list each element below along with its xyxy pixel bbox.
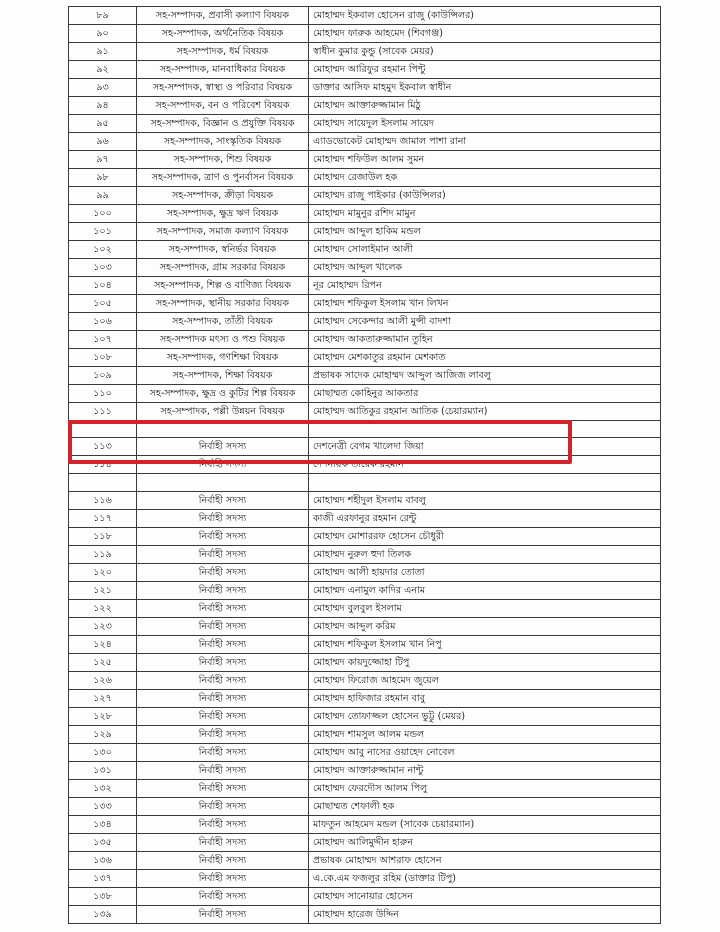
table-row [69,599,661,617]
post-cell: সহ-সম্পাদক, তাঁতী বিষয়ক [137,313,309,331]
name-cell: মোহাম্মদ আক্তারুজ্জামান মিঠু [309,97,661,115]
name-cell: মোহাম্মদ এনামুল কাদির এনাম [309,581,661,599]
serial-cell: ৯৭ [69,151,137,169]
serial-cell: ১১৯ [69,545,137,563]
name-cell: মোছাম্মত শেফালী হক [309,797,661,815]
serial-cell: ৯২ [69,61,137,79]
name-cell: মোহাম্মদ আব্দুল খালেক [309,259,661,277]
table-row [69,905,661,923]
table-row [69,403,661,421]
name-cell: মোহাম্মদ শফিকুল ইসলাম খান লিখন [309,295,661,313]
table-row [69,25,661,43]
name-cell: মোহাম্মদ ফারুক আহমেদ (শিবগঞ্জ) [309,25,661,43]
post-cell: নির্বাহী সদস্য [137,563,309,581]
serial-cell: ১২০ [69,563,137,581]
post-cell: নির্বাহী সদস্য [137,761,309,779]
post-cell: নির্বাহী সদস্য [137,851,309,869]
table-row [69,545,661,563]
post-cell: সহ-সম্পাদক, ক্ষুদ্র ঋণ বিষয়ক [137,205,309,223]
table-row [69,491,661,509]
serial-cell: ৯৩ [69,79,137,97]
table-row [69,438,661,456]
serial-cell: ৯১ [69,43,137,61]
post-cell: নির্বাহী সদস্য [137,653,309,671]
name-cell: মোছাম্মত কোহিনুর আকতার [309,385,661,403]
name-cell: স্বাধীন কুমার কুন্ডু (সাবেক মেয়র) [309,43,661,61]
table-row [69,527,661,545]
name-cell: মোহাম্মদ শফিকুল ইসলাম খান নিপু [309,635,661,653]
name-cell: মোহাম্মদ শামসুল আলম মন্ডল [309,725,661,743]
serial-cell: ১২৬ [69,671,137,689]
name-cell: মোহাম্মদ আক্তারুজ্জামান নান্টু [309,761,661,779]
name-cell: মোহাম্মদ শফিউল আলম সুমন [309,151,661,169]
serial-cell: ১২৭ [69,689,137,707]
post-cell [137,421,309,438]
name-cell: মাফতুন আহমেদ মন্ডল (সাবেক চেয়ারম্যান) [309,815,661,833]
table-row [69,797,661,815]
name-cell: মোহাম্মদ আবু নাসের ওয়াহেদ নোবেল [309,743,661,761]
post-cell [137,474,309,491]
table-row [69,97,661,115]
table-row [69,563,661,581]
name-cell: মোহাম্মদ সোলাইমান আলী [309,241,661,259]
post-cell: সহ-সম্পাদক, গণশিক্ষা বিষয়ক [137,349,309,367]
serial-cell: ১২১ [69,581,137,599]
table-row [69,869,661,887]
post-cell: নির্বাহী সদস্য [137,635,309,653]
name-cell: মোহাম্মদ বুলবুল ইসলাম [309,599,661,617]
post-cell: নির্বাহী সদস্য [137,689,309,707]
name-cell: মোহাম্মদ সায়েদুল ইসলাম সায়েদ [309,115,661,133]
serial-cell: ১২২ [69,599,137,617]
post-cell: সহ-সম্পাদক, গ্রাম সরকার বিষয়ক [137,259,309,277]
name-cell: মোহাম্মদ আব্দুল করিম [309,617,661,635]
post-cell: নির্বাহী সদস্য [137,797,309,815]
serial-cell: ১২৮ [69,707,137,725]
name-cell: মোহাম্মদ ফেরদৌস আলম পিলু [309,779,661,797]
name-cell: মোহাম্মদ আব্দুল হাকিম মন্ডল [309,223,661,241]
name-cell: মোহাম্মদ আকতারুজ্জামান তুহিন [309,331,661,349]
table-row [69,169,661,187]
name-cell: মোহাম্মদ হারেজ উদ্দিন [309,905,661,923]
name-cell: মোহাম্মদ নুরুল হুদা তিলক [309,545,661,563]
serial-cell: ১১১ [69,403,137,421]
post-cell: সহ-সম্পাদক, ধর্ম বিষয়ক [137,43,309,61]
post-cell: নির্বাহী সদস্য [137,905,309,923]
name-cell: মোহাম্মদ মোশাররফ হোসেন চৌধুরী [309,527,661,545]
serial-cell: ১৩৫ [69,833,137,851]
post-cell: সহ-সম্পাদক, ত্রাণ ও পুনর্বাসন বিষয়ক [137,169,309,187]
table-row [69,241,661,259]
serial-cell: ৯৯ [69,187,137,205]
post-cell: নির্বাহী সদস্য [137,671,309,689]
table-row [69,349,661,367]
member-table-body [69,7,661,924]
name-cell [309,421,661,438]
table-row [69,779,661,797]
name-cell: মোহাম্মদ রেজাউল হক [309,169,661,187]
post-cell: নির্বাহী সদস্য [137,725,309,743]
member-table [68,6,661,924]
post-cell: সহ-সম্পাদক, ক্রীড়া বিষয়ক [137,187,309,205]
post-cell: সহ-সম্পাদক, স্বনির্ভর বিষয়ক [137,241,309,259]
post-cell: নির্বাহী সদস্য [137,707,309,725]
post-cell: নির্বাহী সদস্য [137,887,309,905]
name-cell: দেশনেত্রী বেগম খালেদা জিয়া [309,438,661,456]
table-row [69,509,661,527]
name-cell: মোহাম্মদ সেকেন্দার আলী মুন্সী বাদশা [309,313,661,331]
table-row [69,385,661,403]
serial-cell: ১৩৪ [69,815,137,833]
post-cell: নির্বাহী সদস্য [137,491,309,509]
serial-cell: ১০১ [69,223,137,241]
serial-cell: ১০৬ [69,313,137,331]
serial-cell [69,421,137,438]
table-row [69,581,661,599]
name-cell: মোহাম্মদ রাজু পাইকার (কাউন্সিলর) [309,187,661,205]
serial-cell: ১০০ [69,205,137,223]
serial-cell: ১২৩ [69,617,137,635]
serial-cell: ১০৩ [69,259,137,277]
name-cell: প্রভাষক মোহাম্মদ আশরাফ হোসেন [309,851,661,869]
serial-cell: ১১৬ [69,491,137,509]
serial-cell: ১৩৯ [69,905,137,923]
table-row [69,617,661,635]
table-row [69,689,661,707]
serial-cell: ৯০ [69,25,137,43]
table-row [69,61,661,79]
serial-cell: ১৩৩ [69,797,137,815]
serial-cell: ১৩০ [69,743,137,761]
table-row [69,887,661,905]
table-row [69,115,661,133]
table-row [69,7,661,25]
table-row [69,277,661,295]
table-row [69,707,661,725]
table-row [69,313,661,331]
post-cell: নির্বাহী সদস্য [137,527,309,545]
table-row [69,331,661,349]
name-cell: মোহাম্মদ তোফাজ্জল হোসেন ভুট্টু (মেয়র) [309,707,661,725]
serial-cell: ১০৭ [69,331,137,349]
name-cell: এ.কে.এম ফজলুর রহিম (ডাক্তার টিপু) [309,869,661,887]
serial-cell: ১১৪ [69,456,137,474]
name-cell: মোহাম্মদ আতিকুর রহমান আতিক (চেয়ারম্যান) [309,403,661,421]
post-cell: নির্বাহী সদস্য [137,833,309,851]
serial-cell: ১১৩ [69,438,137,456]
name-cell: মোহাম্মদ আলিমুদ্দীন হারুন [309,833,661,851]
post-cell: সহ-সম্পাদক মৎস্য ও পশু বিষয়ক [137,331,309,349]
name-cell: মোহাম্মদ সানোয়ার হোসেন [309,887,661,905]
name-cell: নূর মোহাম্মদ রিপন [309,277,661,295]
name-cell: মোহাম্মদ ইকবাল হোসেন রাজু (কাউন্সিলর) [309,7,661,25]
post-cell: নির্বাহী সদস্য [137,438,309,456]
post-cell: সহ-সম্পাদক, সমাজ কল্যাণ বিষয়ক [137,223,309,241]
post-cell: সহ-সম্পাদক, বিজ্ঞান ও প্রযুক্তি বিষয়ক [137,115,309,133]
table-row [69,743,661,761]
table-row [69,43,661,61]
post-cell: সহ-সম্পাদক, ক্ষুদ্র ও কুটির শিল্প বিষয়ক [137,385,309,403]
serial-cell [69,474,137,491]
serial-cell: ১৩১ [69,761,137,779]
post-cell: নির্বাহী সদস্য [137,509,309,527]
table-row [69,456,661,474]
post-cell: নির্বাহী সদস্য [137,545,309,563]
post-cell: সহ-সম্পাদক, পল্লী উন্নয়ন বিষয়ক [137,403,309,421]
name-cell [309,474,661,491]
serial-cell: ১০৪ [69,277,137,295]
post-cell: নির্বাহী সদস্য [137,815,309,833]
serial-cell: ১১৮ [69,527,137,545]
post-cell: সহ-সম্পাদক, স্থানীয় সরকার বিষয়ক [137,295,309,313]
table-row [69,833,661,851]
post-cell: সহ-সম্পাদক, বন ও পরিবেশ বিষয়ক [137,97,309,115]
post-cell: নির্বাহী সদস্য [137,599,309,617]
post-cell: সহ-সম্পাদক, শিল্প ও বাণিজ্য বিষয়ক [137,277,309,295]
serial-cell: ১০৮ [69,349,137,367]
table-row [69,259,661,277]
name-cell: ডাক্তার আসিফ মাহমুদ ইকবাল স্বাধীন [309,79,661,97]
table-row [69,635,661,653]
table-row [69,79,661,97]
name-cell: মোহাম্মদ হাফিজার রহমান বাবু [309,689,661,707]
table-row [69,151,661,169]
post-cell: নির্বাহী সদস্য [137,456,309,474]
table-row [69,367,661,385]
name-cell: মোহাম্মদ মামুনুর রশিদ মামুন [309,205,661,223]
name-cell: মোহাম্মদ ফিরোজ আহমেদ জুয়েল [309,671,661,689]
name-cell: মোহাম্মদ মেশকাতুর রহমান মেশকাত [309,349,661,367]
table-row [69,725,661,743]
serial-cell: ১২৪ [69,635,137,653]
serial-cell: ৮৯ [69,7,137,25]
serial-cell: ৯৪ [69,97,137,115]
serial-cell: ১০৫ [69,295,137,313]
name-cell: কাজী এরফানুর রহমান রেন্টু [309,509,661,527]
serial-cell: ১৩৬ [69,851,137,869]
table-row [69,671,661,689]
table-row [69,295,661,313]
post-cell: সহ-সম্পাদক, মানবাধিকার বিষয়ক [137,61,309,79]
name-cell: মোহাম্মদ আলী হায়দার তোতা [309,563,661,581]
serial-cell: ১১০ [69,385,137,403]
serial-cell: ৯৬ [69,133,137,151]
table-row [69,653,661,671]
serial-cell: ১২৫ [69,653,137,671]
table-row [69,421,661,438]
table-row [69,205,661,223]
name-cell: প্রভাষক সাদেক মোহাম্মদ আব্দুল আজিজ লাবলু [309,367,661,385]
table-row [69,851,661,869]
serial-cell: ১৩৮ [69,887,137,905]
post-cell: নির্বাহী সদস্য [137,743,309,761]
table-row [69,761,661,779]
post-cell: সহ-সম্পাদক, অর্থনৈতিক বিষয়ক [137,25,309,43]
table-row [69,223,661,241]
serial-cell: ১৩৭ [69,869,137,887]
table-row [69,474,661,491]
post-cell: নির্বাহী সদস্য [137,869,309,887]
post-cell: নির্বাহী সদস্য [137,617,309,635]
serial-cell: ৯৮ [69,169,137,187]
post-cell: সহ-সম্পাদক, স্বাস্থ্য ও পরিবার বিষয়ক [137,79,309,97]
name-cell: দেশনায়ক তারেক রহমান [309,456,661,474]
name-cell: মোহাম্মদ আরিফুর রহমান পিন্টু [309,61,661,79]
table-row [69,187,661,205]
post-cell: সহ-সম্পাদক, শিশু বিষয়ক [137,151,309,169]
table-row [69,133,661,151]
name-cell: এ্যাডভোকেট মোহাম্মদ জামাল পাশা রানা [309,133,661,151]
name-cell: মোহাম্মদ কায়দুজ্জোহা টিপু [309,653,661,671]
name-cell: মোহাম্মদ শহীদুল ইসলাম বাবলু [309,491,661,509]
serial-cell: ১১৭ [69,509,137,527]
table-row [69,815,661,833]
serial-cell: ১৩২ [69,779,137,797]
serial-cell: ১০২ [69,241,137,259]
post-cell: সহ-সম্পাদক, সাংস্কৃতিক বিষয়ক [137,133,309,151]
serial-cell: ১২৯ [69,725,137,743]
serial-cell: ৯৫ [69,115,137,133]
serial-cell: ১০৯ [69,367,137,385]
post-cell: নির্বাহী সদস্য [137,581,309,599]
post-cell: সহ-সম্পাদক, প্রবাসী কল্যাণ বিষয়ক [137,7,309,25]
post-cell: সহ-সম্পাদক, শিক্ষা বিষয়ক [137,367,309,385]
post-cell: নির্বাহী সদস্য [137,779,309,797]
